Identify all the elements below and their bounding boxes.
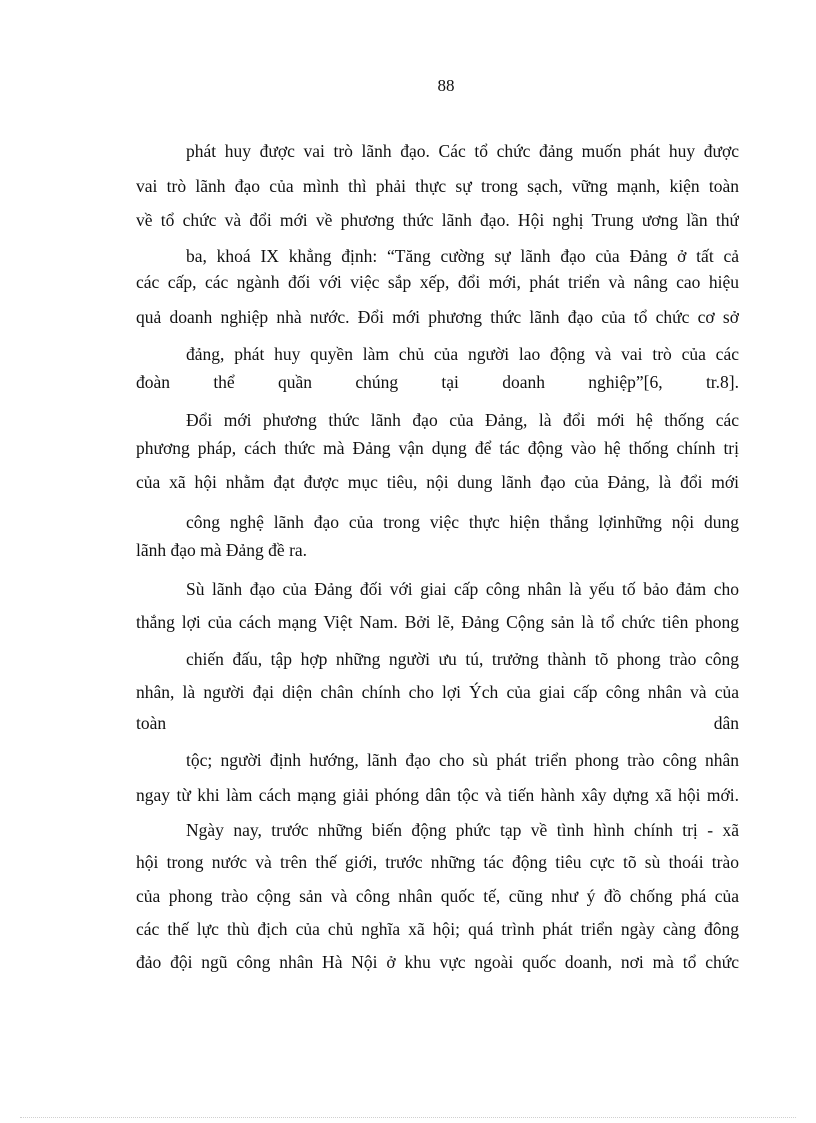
text-line: Đổi mới phương thức lãnh đạo của Đảng, là đổi mới hệ thống các bbox=[186, 410, 739, 430]
text-line: đoàn thể quần chúng tại doanh nghiệp”[6, tr.8]. bbox=[136, 372, 739, 392]
text-line: công nghệ lãnh đạo của trong việc thực hiện thắng lợinhững nội dung bbox=[186, 512, 739, 532]
text-line: tộc; người định hướng, lãnh đạo cho sù phát triển phong trào công nhân bbox=[186, 750, 739, 770]
text-line: các cấp, các ngành đối với việc sắp xếp, đổi mới, phát triển và nâng cao hiệu bbox=[136, 272, 739, 292]
text-line: thắng lợi của cách mạng Việt Nam. Bởi lẽ, Đảng Cộng sản là tổ chức tiên phong bbox=[136, 612, 739, 632]
text-line: Ngày nay, trước những biến động phức tạp về tình hình chính trị - xã bbox=[186, 820, 739, 840]
text-line: quả doanh nghiệp nhà nước. Đổi mới phương thức lãnh đạo của tổ chức cơ sở bbox=[136, 307, 739, 327]
page-bottom-rule bbox=[20, 1117, 796, 1118]
text-line: Sù lãnh đạo của Đảng đối với giai cấp công nhân là yếu tố bảo đảm cho bbox=[186, 579, 739, 599]
text-line: phát huy được vai trò lãnh đạo. Các tổ chức đảng muốn phát huy được bbox=[186, 141, 739, 161]
text-line: chiến đấu, tập hợp những người ưu tú, trưởng thành tõ phong trào công bbox=[186, 649, 739, 669]
text-line: phương pháp, cách thức mà Đảng vận dụng để tác động vào hệ thống chính trị bbox=[136, 438, 739, 458]
page-number: 88 bbox=[437, 76, 455, 95]
text-line: lãnh đạo mà Đảng đề ra. bbox=[136, 540, 308, 560]
text-line: toàn dân bbox=[136, 713, 739, 733]
text-line: đảo đội ngũ công nhân Hà Nội ở khu vực ngoài quốc doanh, nơi mà tổ chức bbox=[136, 952, 739, 972]
text-line: vai trò lãnh đạo của mình thì phải thực sự trong sạch, vững mạnh, kiện toàn bbox=[136, 176, 739, 196]
text-line: ngay từ khi làm cách mạng giải phóng dân tộc và tiến hành xây dựng xã hội mới. bbox=[136, 785, 739, 805]
text-line: hội trong nước và trên thế giới, trước những tác động tiêu cực tõ sù thoái trào bbox=[136, 852, 739, 872]
text-line: các thế lực thù địch của chủ nghĩa xã hội; quá trình phát triển ngày càng đông bbox=[136, 919, 739, 939]
text-line: của xã hội nhằm đạt được mục tiêu, nội dung lãnh đạo của Đảng, là đổi mới bbox=[136, 472, 739, 492]
text-line: ba, khoá IX khẳng định: “Tăng cường sự lãnh đạo của Đảng ở tất cả bbox=[186, 246, 739, 266]
text-line: của phong trào cộng sản và công nhân quốc tế, cũng như ý đồ chống phá của bbox=[136, 886, 739, 906]
text-line: đảng, phát huy quyền làm chủ của người lao động và vai trò của các bbox=[186, 344, 739, 364]
text-line: nhân, là người đại diện chân chính cho lợi Ých của giai cấp công nhân và của bbox=[136, 682, 739, 702]
text-line: về tổ chức và đổi mới về phương thức lãnh đạo. Hội nghị Trung ương lần thứ bbox=[136, 210, 739, 230]
